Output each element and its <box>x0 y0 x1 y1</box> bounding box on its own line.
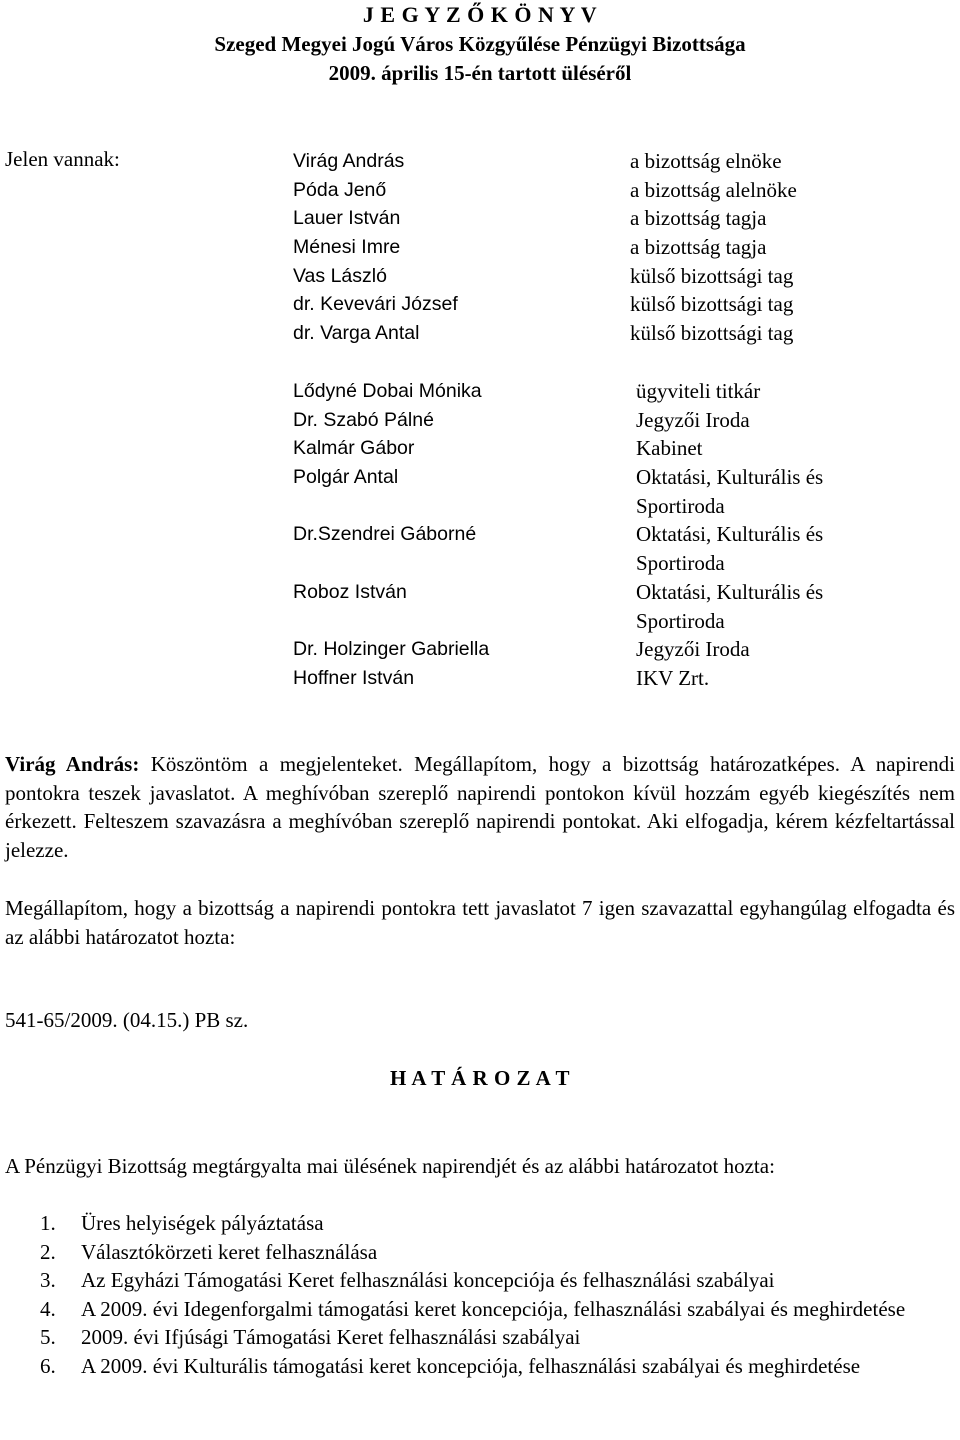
others-names <box>293 377 613 693</box>
others-roles <box>636 377 956 693</box>
agenda-item <box>5 1352 955 1381</box>
document-subtitle: Szeged Megyei Jogú Város Közgyűlése Pénzügyi Bizottsága <box>214 32 746 56</box>
guest-role: Oktatási, Kulturális és <box>636 522 824 547</box>
member-role: külső bizottsági tag <box>630 321 794 346</box>
document-title: J E G Y Z Ő K Ö N Y V <box>362 2 598 27</box>
member-role: a bizottság tagja <box>630 206 767 231</box>
member-name: dr. Kevevári József <box>293 293 458 316</box>
member-role: külső bizottsági tag <box>630 263 794 288</box>
members-roles <box>630 147 950 348</box>
agenda-list <box>5 1209 955 1381</box>
document-date-line: 2009. április 15-én tartott üléséről <box>328 61 632 85</box>
member-name: Vas László <box>293 264 387 287</box>
agenda-text: A 2009. évi Kulturális támogatási keret koncepciója, felhasználási szabályai és meghirdetése <box>81 1353 861 1378</box>
resolution-number: 541-65/2009. (04.15.) PB sz. <box>5 1008 249 1032</box>
guest-name: Dr. Holzinger Gabriella <box>293 638 490 661</box>
resolution-intro: A Pénzügyi Bizottság megtárgyalta mai ülésének napirendjét és az alábbi határozatot hozta: <box>5 1154 775 1178</box>
agenda-item <box>5 1295 955 1324</box>
guest-name: Dr. Szabó Pálné <box>293 408 434 431</box>
member-role: külső bizottsági tag <box>630 292 794 317</box>
member-name: Póda Jenő <box>293 178 387 201</box>
agenda-text: Üres helyiségek pályáztatása <box>81 1211 324 1235</box>
agenda-item <box>5 1323 955 1352</box>
member-role: a bizottság elnöke <box>630 149 782 173</box>
agenda-number: 4. <box>40 1296 56 1321</box>
agenda-text: 2009. évi Ifjúsági Támogatási Keret felhasználási szabályai <box>81 1325 581 1350</box>
member-name: Lauer István <box>293 207 401 230</box>
member-role: a bizottság alelnöke <box>630 177 797 202</box>
member-name: dr. Varga Antal <box>293 322 420 345</box>
speaker-name: Virág András: <box>5 752 140 776</box>
guest-name: Lődyné Dobai Mónika <box>293 380 482 402</box>
guest-role: Jegyzői Iroda <box>636 637 750 662</box>
agenda-number: 5. <box>40 1325 56 1350</box>
member-name: Ménesi Imre <box>293 236 401 259</box>
agenda-text: Választókörzeti keret felhasználása <box>81 1239 378 1264</box>
opening-text: Köszöntöm a megjelenteket. Megállapítom, hogy a bizottság határozatképes. A napirendi pontokra teszek javaslatot. A meghívóban szereplő napirendi pontokon kívül hozzám egyéb kiegészítés nem érkezett. Felteszem szavazásra a meghívóban szereplő napirendi pontokat. Aki elfogadja, kérem kézfeltartással jelezze. <box>5 752 955 862</box>
guest-role: IKV Zrt. <box>636 665 710 690</box>
guest-name: Hoffner István <box>293 666 415 689</box>
guest-role: Oktatási, Kulturális és <box>636 579 824 604</box>
opening-paragraph <box>5 750 955 864</box>
agenda-item <box>5 1209 955 1238</box>
guest-name: Dr.Szendrei Gáborné <box>293 523 477 546</box>
agenda-text: Az Egyházi Támogatási Keret felhasználási koncepciója és felhasználási szabályai <box>81 1268 775 1293</box>
guest-role: Kabinet <box>636 436 703 461</box>
guest-role: Sportiroda <box>636 551 725 576</box>
resolution-title: H A T Á R O Z A T <box>389 1066 571 1090</box>
guest-name: Polgár Antal <box>293 466 399 489</box>
member-name: Virág András <box>293 150 405 172</box>
guest-role: Oktatási, Kulturális és <box>636 465 824 490</box>
agenda-number: 3. <box>40 1268 56 1293</box>
finding-paragraph: Megállapítom, hogy a bizottság a napirendi pontokra tett javaslatot 7 igen szavazattal egyhangúlag elfogadta és az alábbi határozatot hozta: <box>5 896 955 949</box>
guest-role: Jegyzői Iroda <box>636 407 750 432</box>
agenda-item <box>5 1238 955 1267</box>
guest-name: Roboz István <box>293 580 407 603</box>
agenda-number: 2. <box>40 1239 56 1264</box>
guest-role: Sportiroda <box>636 493 725 518</box>
agenda-number: 6. <box>40 1353 56 1378</box>
guest-role: ügyviteli titkár <box>636 379 761 403</box>
guest-role: Sportiroda <box>636 608 725 633</box>
agenda-item <box>5 1266 955 1295</box>
attendance-label: Jelen vannak: <box>5 147 120 171</box>
member-role: a bizottság tagja <box>630 235 767 260</box>
members-names <box>293 147 613 348</box>
agenda-text: A 2009. évi Idegenforgalmi támogatási keret koncepciója, felhasználási szabályai és meghirdetése <box>81 1296 906 1321</box>
guest-name: Kalmár Gábor <box>293 437 415 460</box>
agenda-number: 1. <box>40 1211 56 1235</box>
